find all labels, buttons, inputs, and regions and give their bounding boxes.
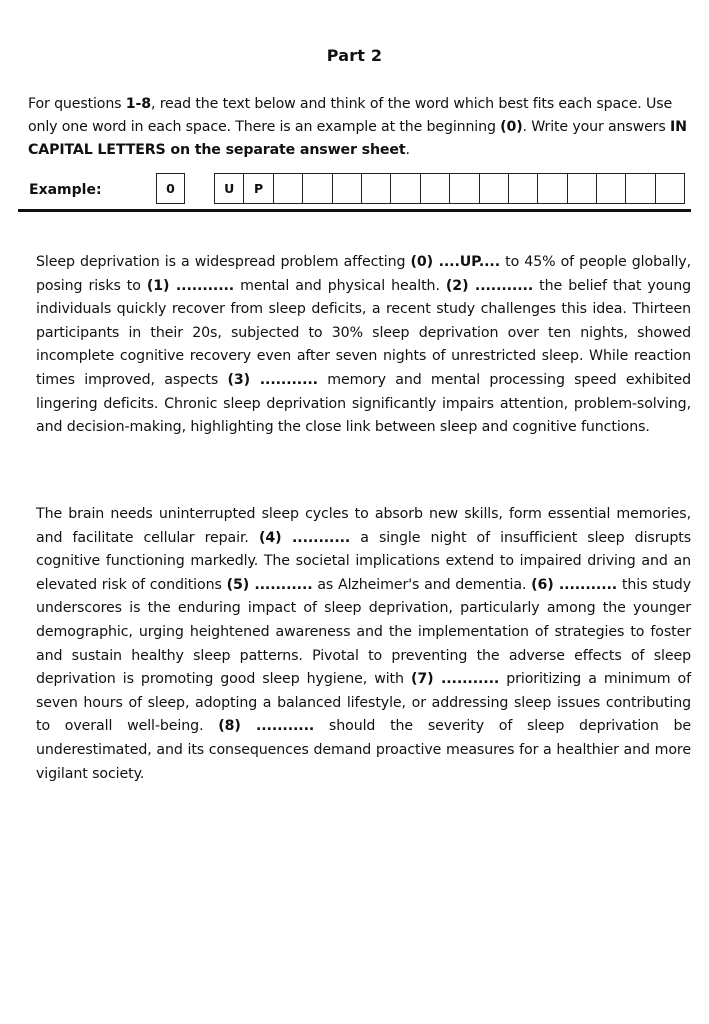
answer-cell [509, 174, 538, 203]
passage-text: should the severity of sleep deprivation be underestimated, and its consequences demand proactive measures for a healthier and more vigilant society. [36, 718, 691, 782]
passage-text: The brain needs uninterrupted sleep cycles to absorb new skills, form essential memories, and facilitate cellular repair. [36, 506, 691, 546]
example-number-box: 0 [156, 173, 185, 204]
answer-cell [421, 174, 450, 203]
passage-text: this study underscores is the enduring impact of sleep deprivation, particularly among the younger demographic, urging heightened awareness and the implementation of strategies to foster and sustain healthy sleep patterns. Pivotal to preventing the adverse effects of sleep deprivation is promoting good sleep hygiene, with [36, 576, 691, 688]
divider [18, 209, 691, 212]
answer-cell: U [215, 174, 244, 203]
gap-4: (4) ........... [258, 529, 351, 546]
answer-cell [597, 174, 626, 203]
answer-cell [568, 174, 597, 203]
answer-cell [303, 174, 332, 203]
passage-text: mental and physical health. [234, 277, 446, 294]
passage-text: as Alzheimer's and dementia. [312, 576, 532, 593]
answer-cell [333, 174, 362, 203]
answer-cell [626, 174, 655, 203]
capital-letters-note: IN CAPITAL LETTERS on the separate answer sheet [28, 119, 687, 158]
answer-cell: P [244, 174, 273, 203]
instructions-text: , read the text below and think of the word which best fits each space. Use only one word in each space. There is an example at the beginning [28, 96, 673, 135]
answer-cell [362, 174, 391, 203]
paragraph-2 [36, 503, 691, 786]
answer-cell [538, 174, 567, 203]
gap-6: (6) ........... [531, 576, 618, 593]
instructions-text: . Write your answers [522, 119, 670, 135]
example-reference: (0) [500, 119, 523, 135]
paragraph-1 [36, 251, 691, 440]
answer-cell [450, 174, 479, 203]
question-range: 1-8 [125, 96, 151, 112]
gap-0: (0) ....UP.... [410, 254, 501, 270]
passage-text: to 45% of people globally, posing risks to [36, 254, 691, 294]
example-label: Example: [29, 182, 102, 198]
instructions-text: . [405, 142, 410, 158]
answer-cell [480, 174, 509, 203]
gap-1: (1) ........... [146, 277, 235, 294]
page-title: Part 2 [326, 46, 383, 65]
gap-3: (3) ........... [227, 371, 318, 388]
passage-text: the belief that young individuals quickly recover from sleep deficits, a recent study challenges this idea. Thirteen participants in their 20s, subjected to 30% sleep deprivation over ten nights, showed incomplete cognitive recovery even after seven nights of unrestricted sleep. While reaction times improved, aspects [36, 277, 691, 388]
answer-cell [656, 174, 685, 203]
passage-text: a single night of insufficient sleep disrupts cognitive functioning markedly. The societal implications extend to impaired driving and an elevated risk of conditions [36, 529, 691, 593]
passage-text: prioritizing a minimum of seven hours of sleep, adopting a balanced lifestyle, or addressing sleep issues contributing to overall well-being. [36, 671, 691, 735]
gap-5: (5) ........... [226, 576, 313, 593]
passage-text: Sleep deprivation is a widespread problem affecting [36, 254, 411, 270]
answer-cell [274, 174, 303, 203]
instructions-text: For questions [28, 96, 126, 112]
example-row [28, 173, 693, 205]
instructions [28, 93, 688, 162]
passage-text: memory and mental processing speed exhibited lingering deficits. Chronic sleep deprivation significantly impairs attention, problem-solving, and decision-making, highlighting the close link between sleep and cognitive functions. [36, 371, 691, 436]
gap-2: (2) ........... [445, 277, 534, 294]
gap-8: (8) ........... [218, 718, 315, 735]
answer-grid [214, 173, 685, 204]
gap-7: (7) ........... [410, 671, 500, 688]
answer-cell [391, 174, 420, 203]
